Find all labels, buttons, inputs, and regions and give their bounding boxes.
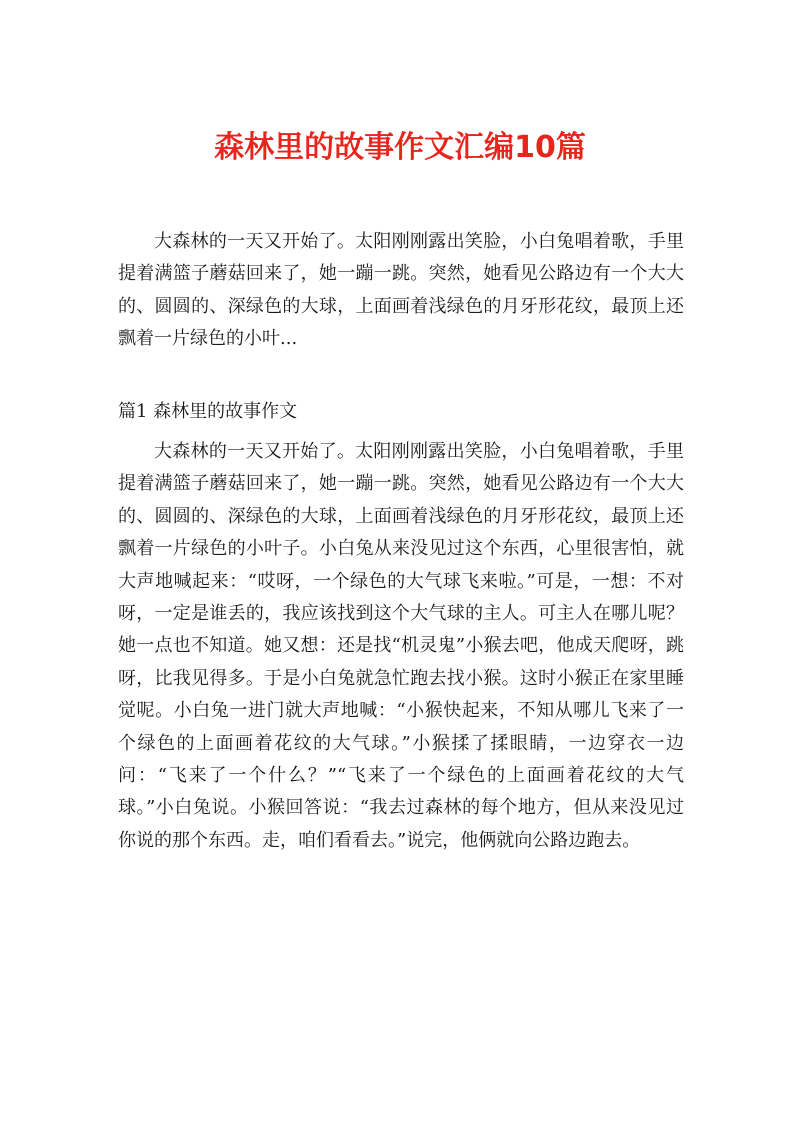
intro-paragraph: 大森林的一天又开始了。太阳刚刚露出笑脸，小白兔唱着歌，手里提着满篮子蘑菇回来了，她一蹦一跳。突然，她看见公路边有一个大大的、圆圆的、深绿色的大球，上面画着浅绿色的月牙形花纹，最顶上还飘着一片绿色的小叶... [118,231,684,350]
section-heading: 篇1 森林里的故事作文 [118,401,298,422]
section-paragraph: 大森林的一天又开始了。太阳刚刚露出笑脸，小白兔唱着歌，手里提着满篮子蘑菇回来了，她一蹦一跳。突然，她看见公路边有一个大大的、圆圆的、深绿色的大球，上面画着浅绿色的月牙形花纹，最顶上还飘着一片绿色的小叶子。小白兔从来没见过这个东西，心里很害怕，就大声地喊起来：“哎呀，一个绿色的大气球飞来啦。”可是，一想：不对呀，一定是谁丢的，我应该找到这个大气球的主人。可主人在哪儿呢？她一点也不知道。她又想：还是找“机灵鬼”小猴去吧，他成天爬呀，跳呀，比我见得多。于是小白兔就急忙跑去找小猴。这时小猴正在家里睡觉呢。小白兔一进门就大声地喊：“小猴快起来，不知从哪儿飞来了一个绿色的上面画着花纹的大气球。”小猴揉了揉眼睛，一边穿衣一边问：“飞来了一个什么？”“飞来了一个绿色的上面画着花纹的大气球。”小白兔说。小猴回答说：“我去过森林的每个地方，但从来没见过你说的那个东西。走，咱们看看去。”说完，他俩就向公路边跑去。 [118,441,684,851]
document-title: 森林里的故事作文汇编10篇 [214,130,586,166]
